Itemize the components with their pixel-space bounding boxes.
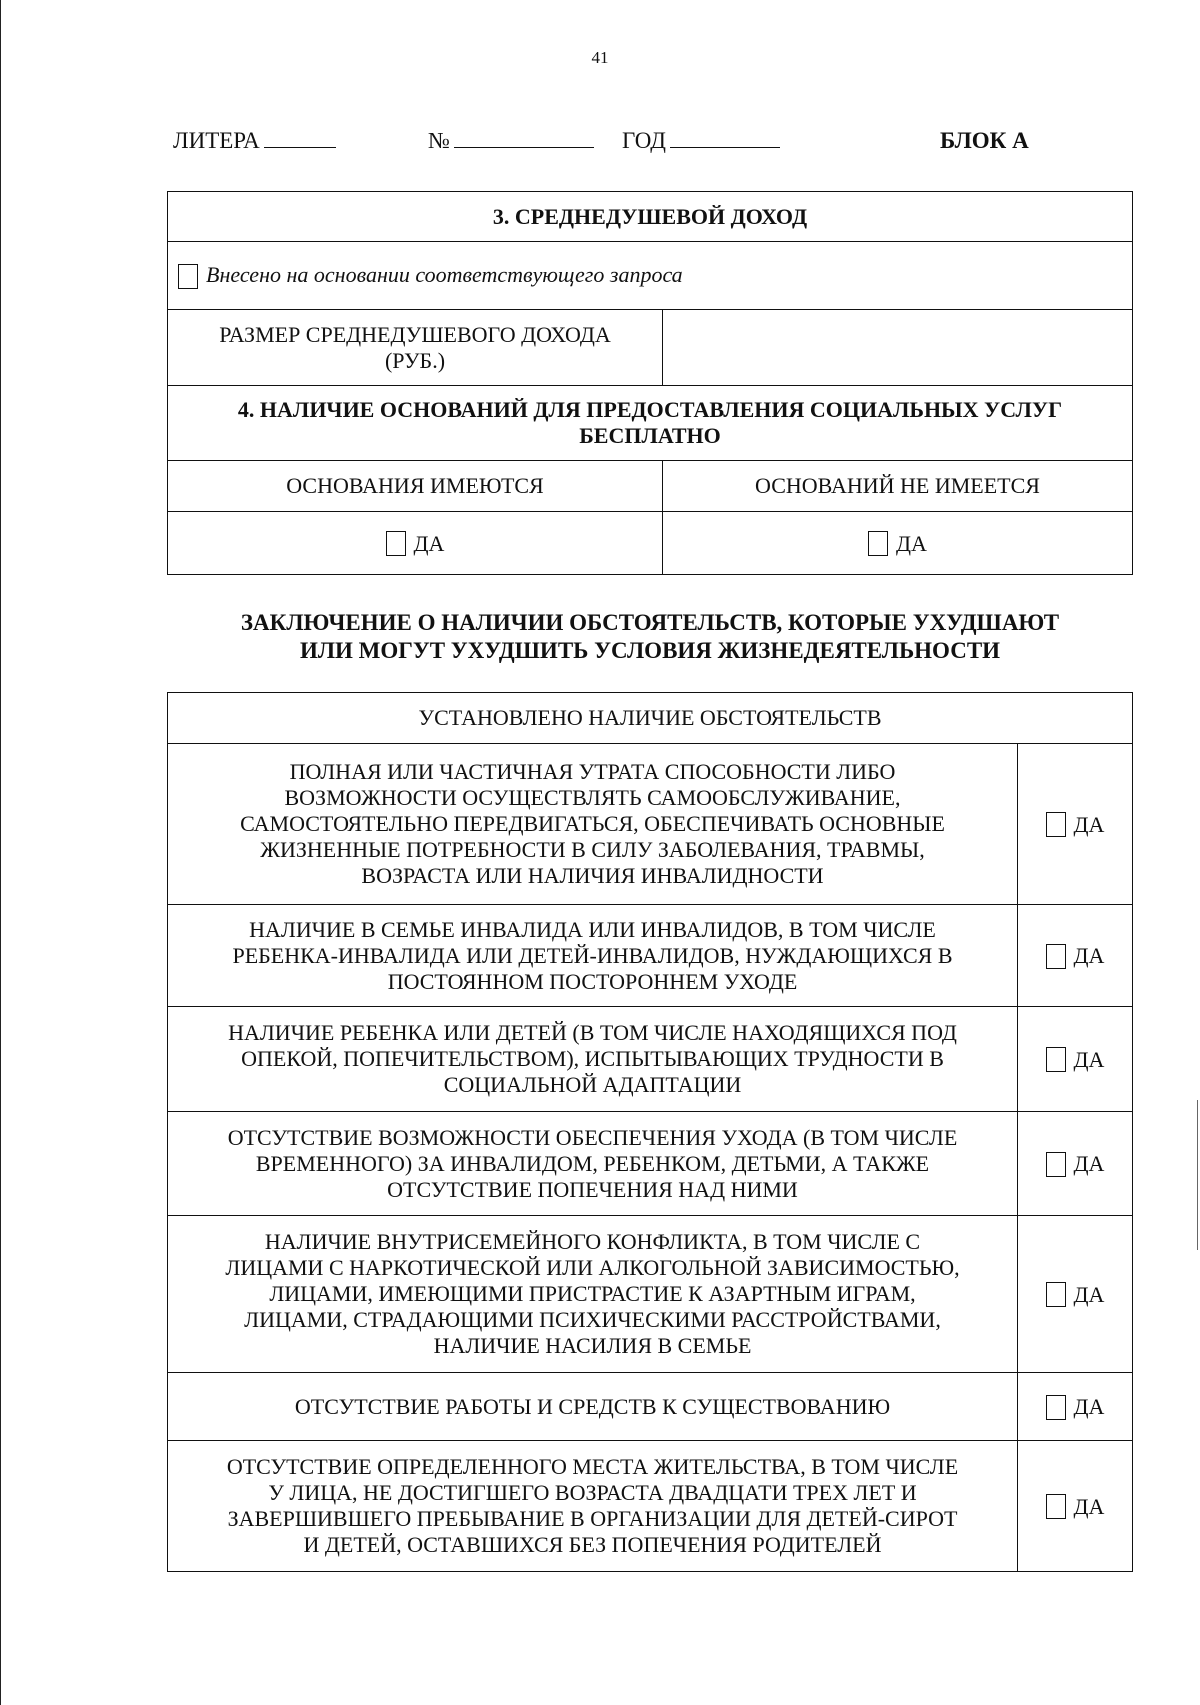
section4-title [168,386,1133,461]
grounds-exist-header: ОСНОВАНИЯ ИМЕЮТСЯ [168,461,663,512]
circumstance-row [168,1007,1133,1112]
circumstance-yes-label: ДА [1073,811,1105,837]
year-field[interactable] [670,129,780,148]
circumstance-text [168,1216,1018,1373]
header-number [428,128,594,154]
circumstance-text-line: ПОСТОЯННОМ ПОСТОРОННЕМ УХОДЕ [387,968,798,994]
circumstance-text [168,905,1018,1007]
circumstance-text-line: САМОСТОЯТЕЛЬНО ПЕРЕДВИГАТЬСЯ, ОБЕСПЕЧИВАТЬ ОСНОВНЫЕ [240,811,945,836]
circumstance-text-line: И ДЕТЕЙ, ОСТАВШИХСЯ БЕЗ ПОПЕЧЕНИЯ РОДИТЕЛЕЙ [303,1532,882,1557]
circumstance-text-line: ЛИЦАМИ, СТРАДАЮЩИМИ ПСИХИЧЕСКИМИ РАССТРОЙСТВАМИ, [244,1307,941,1332]
circumstance-text-line: НАЛИЧИЕ РЕБЕНКА ИЛИ ДЕТЕЙ (В ТОМ ЧИСЛЕ НАХОДЯЩИХСЯ ПОД [228,1020,957,1045]
circumstance-text [168,1007,1018,1112]
circumstance-checkbox[interactable] [1046,812,1066,837]
header-year [622,128,780,154]
circumstance-yes-label: ДА [1073,1151,1105,1177]
circumstance-row [168,744,1133,905]
header-litera [173,128,336,154]
circumstance-yes-cell [1018,1007,1133,1112]
conclusion-title-line2: ИЛИ МОГУТ УХУДШИТЬ УСЛОВИЯ ЖИЗНЕДЕЯТЕЛЬНОСТИ [299,638,1001,663]
circumstance-yes-cell [1018,1216,1133,1373]
block-label: БЛОК А [940,128,1029,153]
income-size-value[interactable] [663,310,1133,386]
year-label: ГОД [622,128,666,153]
circumstance-text-line: ЛИЦАМИ, ИМЕЮЩИМИ ПРИСТРАСТИЕ К АЗАРТНЫМ ИГРАМ, [269,1281,916,1306]
circumstance-text-line: НАЛИЧИЕ ВНУТРИСЕМЕЙНОГО КОНФЛИКТА, В ТОМ ЧИСЛЕ С [264,1229,921,1254]
circumstance-yes-cell [1018,905,1133,1007]
circumstance-text-line: ВРЕМЕННОГО) ЗА ИНВАЛИДОМ, РЕБЕНКОМ, ДЕТЬМИ, А ТАКЖЕ [255,1150,930,1176]
scan-left-edge [0,0,1,1705]
circumstance-text-line: ОТСУТСТВИЕ ОПРЕДЕЛЕННОГО МЕСТА ЖИТЕЛЬСТВА, В ТОМ ЧИСЛЕ [226,1454,959,1479]
section3-title: 3. СРЕДНЕДУШЕВОЙ ДОХОД [168,192,1133,242]
litera-label: ЛИТЕРА [173,128,260,153]
circumstance-yes-cell [1018,1112,1133,1216]
circumstances-table [167,692,1133,1572]
circumstances-header: УСТАНОВЛЕНО НАЛИЧИЕ ОБСТОЯТЕЛЬСТВ [168,693,1133,744]
conclusion-title-line1: ЗАКЛЮЧЕНИЕ О НАЛИЧИИ ОБСТОЯТЕЛЬСТВ, КОТОРЫЕ УХУДШАЮТ [240,610,1060,635]
circumstance-checkbox[interactable] [1046,944,1066,969]
circumstance-yes-cell [1018,744,1133,905]
circumstance-text-line: РЕБЕНКА-ИНВАЛИДА ИЛИ ДЕТЕЙ-ИНВАЛИДОВ, НУЖДАЮЩИХСЯ В [232,942,953,968]
circumstance-text-line: ЖИЗНЕННЫЕ ПОТРЕБНОСТИ В СИЛУ ЗАБОЛЕВАНИЯ, ТРАВМЫ, [260,837,925,862]
circumstance-checkbox[interactable] [1046,1494,1066,1519]
litera-field[interactable] [264,129,336,148]
circumstance-text-line: ОПЕКОЙ, ПОПЕЧИТЕЛЬСТВОМ), ИСПЫТЫВАЮЩИХ ТРУДНОСТИ В [241,1046,944,1071]
income-size-label [168,310,663,386]
conclusion-title [0,609,1200,665]
circumstance-text-line: НАЛИЧИЕ НАСИЛИЯ В СЕМЬЕ [433,1333,752,1358]
request-checkbox[interactable] [178,264,198,289]
circumstance-text [168,744,1018,905]
circumstance-text-line: ВОЗРАСТА ИЛИ НАЛИЧИЯ ИНВАЛИДНОСТИ [361,863,824,888]
circumstance-checkbox[interactable] [1046,1047,1066,1072]
grounds-absent-checkbox[interactable] [868,531,888,556]
section4-title-line1: 4. НАЛИЧИЕ ОСНОВАНИЙ ДЛЯ ПРЕДОСТАВЛЕНИЯ СОЦИАЛЬНЫХ УСЛУГ [237,397,1063,422]
circumstance-text-line: У ЛИЦА, НЕ ДОСТИГШЕГО ВОЗРАСТА ДВАДЦАТИ ТРЕХ ЛЕТ И [268,1480,917,1505]
circumstance-yes-label: ДА [1073,1493,1105,1519]
page-number: 41 [591,48,609,67]
number-field[interactable] [454,129,594,148]
income-grounds-table [167,191,1133,575]
circumstance-text-line: НАЛИЧИЕ В СЕМЬЕ ИНВАЛИДА ИЛИ ИНВАЛИДОВ, В ТОМ ЧИСЛЕ [249,916,936,942]
circumstance-text-line: ПОЛНАЯ ИЛИ ЧАСТИЧНАЯ УТРАТА СПОСОБНОСТИ ЛИБО [289,759,896,784]
circumstance-yes-cell [1018,1373,1133,1441]
circumstance-yes-cell [1018,1441,1133,1572]
circumstance-row [168,1216,1133,1373]
income-size-label-line2: (РУБ.) [384,347,446,373]
circumstance-text-line: ОТСУТСТВИЕ ПОПЕЧЕНИЯ НАД НИМИ [387,1176,798,1202]
grounds-exist-checkbox[interactable] [386,531,406,556]
section4-title-line2: БЕСПЛАТНО [579,423,721,448]
grounds-absent-header: ОСНОВАНИЙ НЕ ИМЕЕТСЯ [663,461,1133,512]
circumstance-text-line: ЛИЦАМИ С НАРКОТИЧЕСКОЙ ИЛИ АЛКОГОЛЬНОЙ ЗАВИСИМОСТЬЮ, [225,1255,960,1280]
circumstance-text [168,1112,1018,1216]
circumstance-text-line: СОЦИАЛЬНОЙ АДАПТАЦИИ [443,1072,742,1097]
circumstance-checkbox[interactable] [1046,1395,1066,1420]
circumstance-yes-label: ДА [1073,1046,1105,1072]
grounds-exist-cell [168,512,663,575]
request-note-cell [168,242,1133,310]
request-note: Внесено на основании соответствующего запроса [206,261,683,287]
circumstance-text-line: ОТСУТСТВИЕ РАБОТЫ И СРЕДСТВ К СУЩЕСТВОВАНИЮ [294,1393,891,1419]
circumstance-text-line: ЗАВЕРШИВШЕГО ПРЕБЫВАНИЕ В ОРГАНИЗАЦИИ ДЛЯ ДЕТЕЙ-СИРОТ [227,1506,958,1531]
circumstance-yes-label: ДА [1073,1281,1105,1307]
circumstance-text [168,1441,1018,1572]
circumstance-row [168,905,1133,1007]
circumstance-yes-label: ДА [1073,943,1105,969]
circumstance-checkbox[interactable] [1046,1282,1066,1307]
circumstance-row [168,1112,1133,1216]
circumstances-rows [168,744,1133,1572]
circumstance-checkbox[interactable] [1046,1152,1066,1177]
circumstance-text-line: ОТСУТСТВИЕ ВОЗМОЖНОСТИ ОБЕСПЕЧЕНИЯ УХОДА (В ТОМ ЧИСЛЕ [227,1124,958,1150]
circumstance-text-line: ВОЗМОЖНОСТИ ОСУЩЕСТВЛЯТЬ САМООБСЛУЖИВАНИЕ, [284,785,901,810]
circumstance-yes-label: ДА [1073,1394,1105,1420]
grounds-absent-yes: ДА [896,530,927,556]
income-size-label-line1: РАЗМЕР СРЕДНЕДУШЕВОГО ДОХОДА [219,321,611,347]
grounds-exist-yes: ДА [413,530,445,556]
circumstance-row [168,1373,1133,1441]
number-label: № [428,128,450,153]
circumstance-row [168,1441,1133,1572]
grounds-absent-cell [663,512,1133,575]
scan-right-edge [1197,1100,1198,1250]
circumstance-text [168,1373,1018,1441]
